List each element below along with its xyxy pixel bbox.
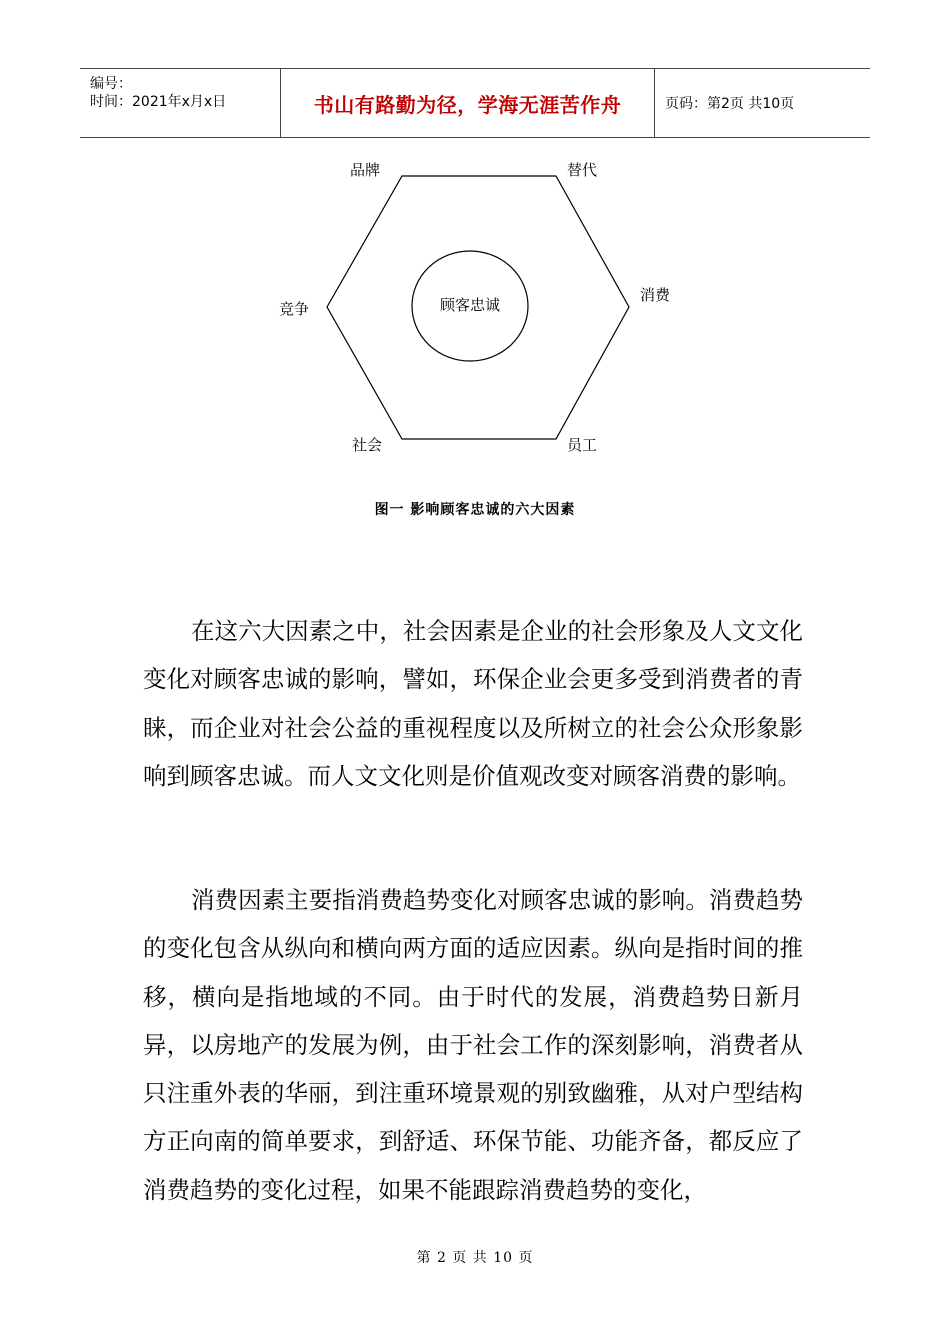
header-page-info: 页码：第2页 共10页	[665, 96, 795, 112]
header-right-cell	[655, 69, 870, 137]
diagram-center-label: 顾客忠诚	[439, 296, 500, 314]
header-left-cell	[80, 69, 281, 137]
factor-competition-label: 竞争	[279, 300, 310, 318]
header-table	[80, 68, 870, 138]
document-date-label: 时间：2021年x月x日	[90, 94, 227, 110]
factor-substitute-label: 替代	[567, 161, 598, 179]
body-paragraph: 在这六大因素之中，社会因素是企业的社会形象及人文文化变化对顾客忠诚的影响，譬如，环保企业会更多受到消费者的青睐，而企业对社会公益的重视程度以及所树立的社会公众形象影响到顾客忠诚。而人文文化则是价值观改变对顾客消费的影响。	[143, 617, 803, 790]
loyalty-factors-diagram	[260, 150, 700, 460]
factor-society-label: 社会	[352, 436, 383, 454]
factor-consumption-label: 消费	[640, 286, 671, 304]
page-footer: 第 2 页 共 10 页	[416, 1250, 534, 1266]
figure-caption: 图一 影响顾客忠诚的六大因素	[374, 502, 576, 518]
header-middle-cell	[281, 69, 655, 137]
factor-employee-label: 员工	[567, 436, 598, 454]
header-motto: 书山有路勤为径，学海无涯苦作舟	[313, 92, 622, 117]
document-code-label: 编号：	[90, 76, 132, 92]
factor-brand-label: 品牌	[350, 161, 381, 179]
body-paragraph: 消费因素主要指消费趋势变化对顾客忠诚的影响。消费趋势的变化包含从纵向和横向两方面的适应因素。纵向是指时间的推移，横向是指地域的不同。由于时代的发展，消费趋势日新月异，以房地产的发展为例，由于社会工作的深刻影响，消费者从只注重外表的华丽，到注重环境景观的别致幽雅，从对户型结构方正向南的简单要求，到舒适、环保节能、功能齐备，都反应了消费趋势的变化过程，如果不能跟踪消费趋势的变化，	[143, 886, 803, 1204]
